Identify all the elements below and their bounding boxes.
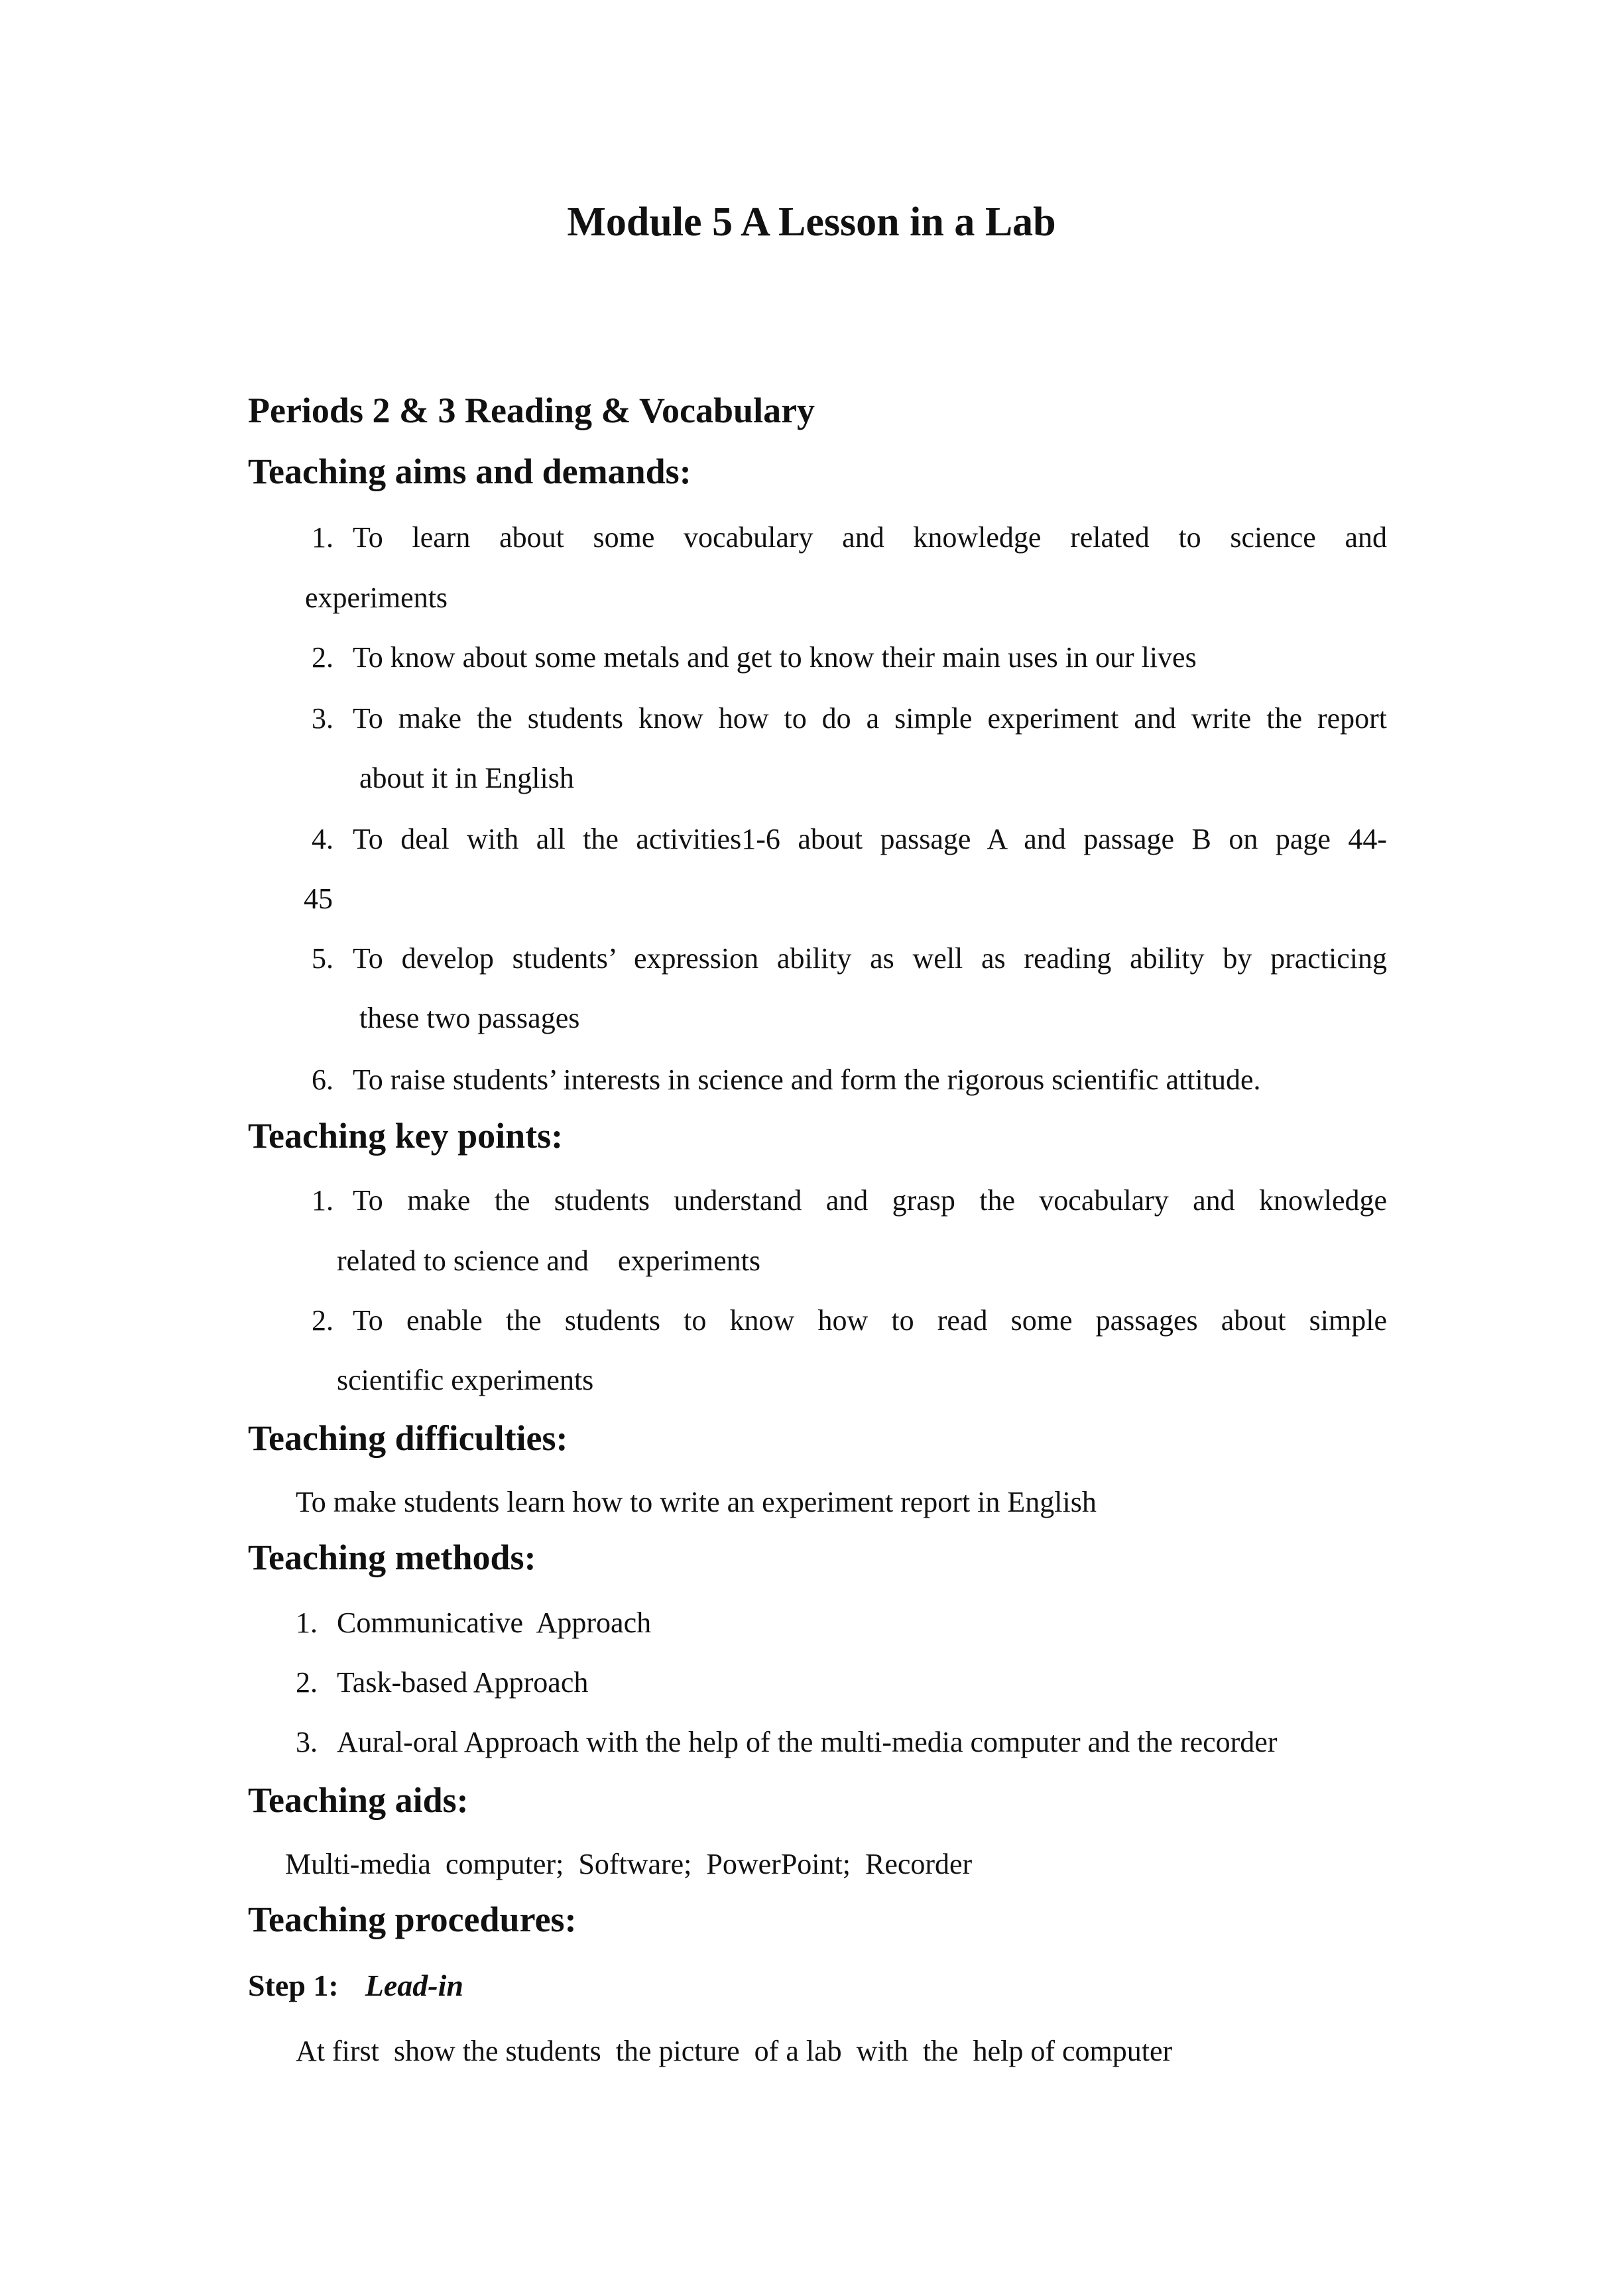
document-title: Module 5 A Lesson in a Lab [567, 200, 1056, 245]
aims-item-1-continuation: experiments [305, 581, 448, 614]
method-2 [296, 1665, 588, 1699]
aims-item-5-text: To develop students’ expression ability as well as reading ability by practicing [353, 942, 1387, 975]
method-3 [296, 1725, 1277, 1759]
aims-item-6-number: 6. [312, 1063, 333, 1096]
method-1-text: Communicative Approach [337, 1606, 652, 1639]
step-1-text: At first show the students the picture of a lab with the help of computer [296, 2035, 1173, 2067]
aims-item-5-continuation: these two passages [359, 1002, 580, 1034]
aims-item-4-number: 4. [312, 823, 333, 855]
aims-item-4-text: To deal with all the activities1-6 about passage A and passage B on page 44- [353, 823, 1387, 855]
aims-item-2 [312, 640, 1197, 674]
aims-item-3 [312, 701, 1387, 735]
method-1 [296, 1606, 651, 1640]
method-1-number: 1. [296, 1606, 318, 1639]
aims-item-3-number: 3. [312, 702, 333, 735]
key-point-1-number: 1. [312, 1184, 333, 1217]
aims-item-5-number: 5. [312, 942, 333, 975]
step-1-label: Step 1: [248, 1968, 339, 2002]
aims-item-1-number: 1. [312, 521, 333, 554]
method-2-number: 2. [296, 1666, 318, 1699]
aims-item-6 [312, 1063, 1260, 1097]
key-point-1-continuation: related to science and experiments [337, 1244, 760, 1277]
aims-item-4 [312, 822, 1387, 856]
key-point-2-number: 2. [312, 1304, 333, 1337]
aims-item-1-text: To learn about some vocabulary and knowledge related to science and [353, 521, 1387, 554]
period-heading: Periods 2 & 3 Reading & Vocabulary [248, 391, 815, 430]
method-3-number: 3. [296, 1726, 318, 1758]
aids-heading: Teaching aids: [248, 1780, 469, 1820]
aims-item-2-number: 2. [312, 641, 333, 674]
key-point-2-continuation: scientific experiments [337, 1364, 594, 1396]
key-points-heading: Teaching key points: [248, 1116, 564, 1156]
aims-heading: Teaching aims and demands: [248, 452, 691, 491]
aims-item-3-text: To make the students know how to do a simple experiment and write the report [353, 702, 1387, 735]
difficulties-heading: Teaching difficulties: [248, 1418, 568, 1458]
key-point-1 [312, 1183, 1387, 1217]
step-1-name: Lead-in [365, 1968, 463, 2002]
aims-item-2-text: To know about some metals and get to know their main uses in our lives [353, 641, 1197, 674]
aims-item-6-text: To raise students’ interests in science and form the rigorous scientific attitude. [353, 1063, 1261, 1096]
aims-item-4-continuation: 45 [304, 882, 333, 915]
key-point-2 [312, 1303, 1387, 1337]
aims-item-5 [312, 941, 1387, 975]
step-1-heading [248, 1968, 463, 2003]
methods-heading: Teaching methods: [248, 1538, 536, 1577]
key-point-1-text: To make the students understand and grasp the vocabulary and knowledge [353, 1184, 1387, 1217]
method-3-text: Aural-oral Approach with the help of the multi-media computer and the recorder [337, 1726, 1278, 1758]
key-point-2-text: To enable the students to know how to read some passages about simple [353, 1304, 1387, 1337]
aids-text: Multi-media computer; Software; PowerPoint; Recorder [285, 1848, 973, 1880]
aims-item-1 [312, 520, 1387, 554]
procedures-heading: Teaching procedures: [248, 1900, 577, 1939]
aims-item-3-continuation: about it in English [359, 762, 574, 794]
method-2-text: Task-based Approach [337, 1666, 589, 1699]
difficulties-text: To make students learn how to write an experiment report in English [296, 1486, 1097, 1518]
